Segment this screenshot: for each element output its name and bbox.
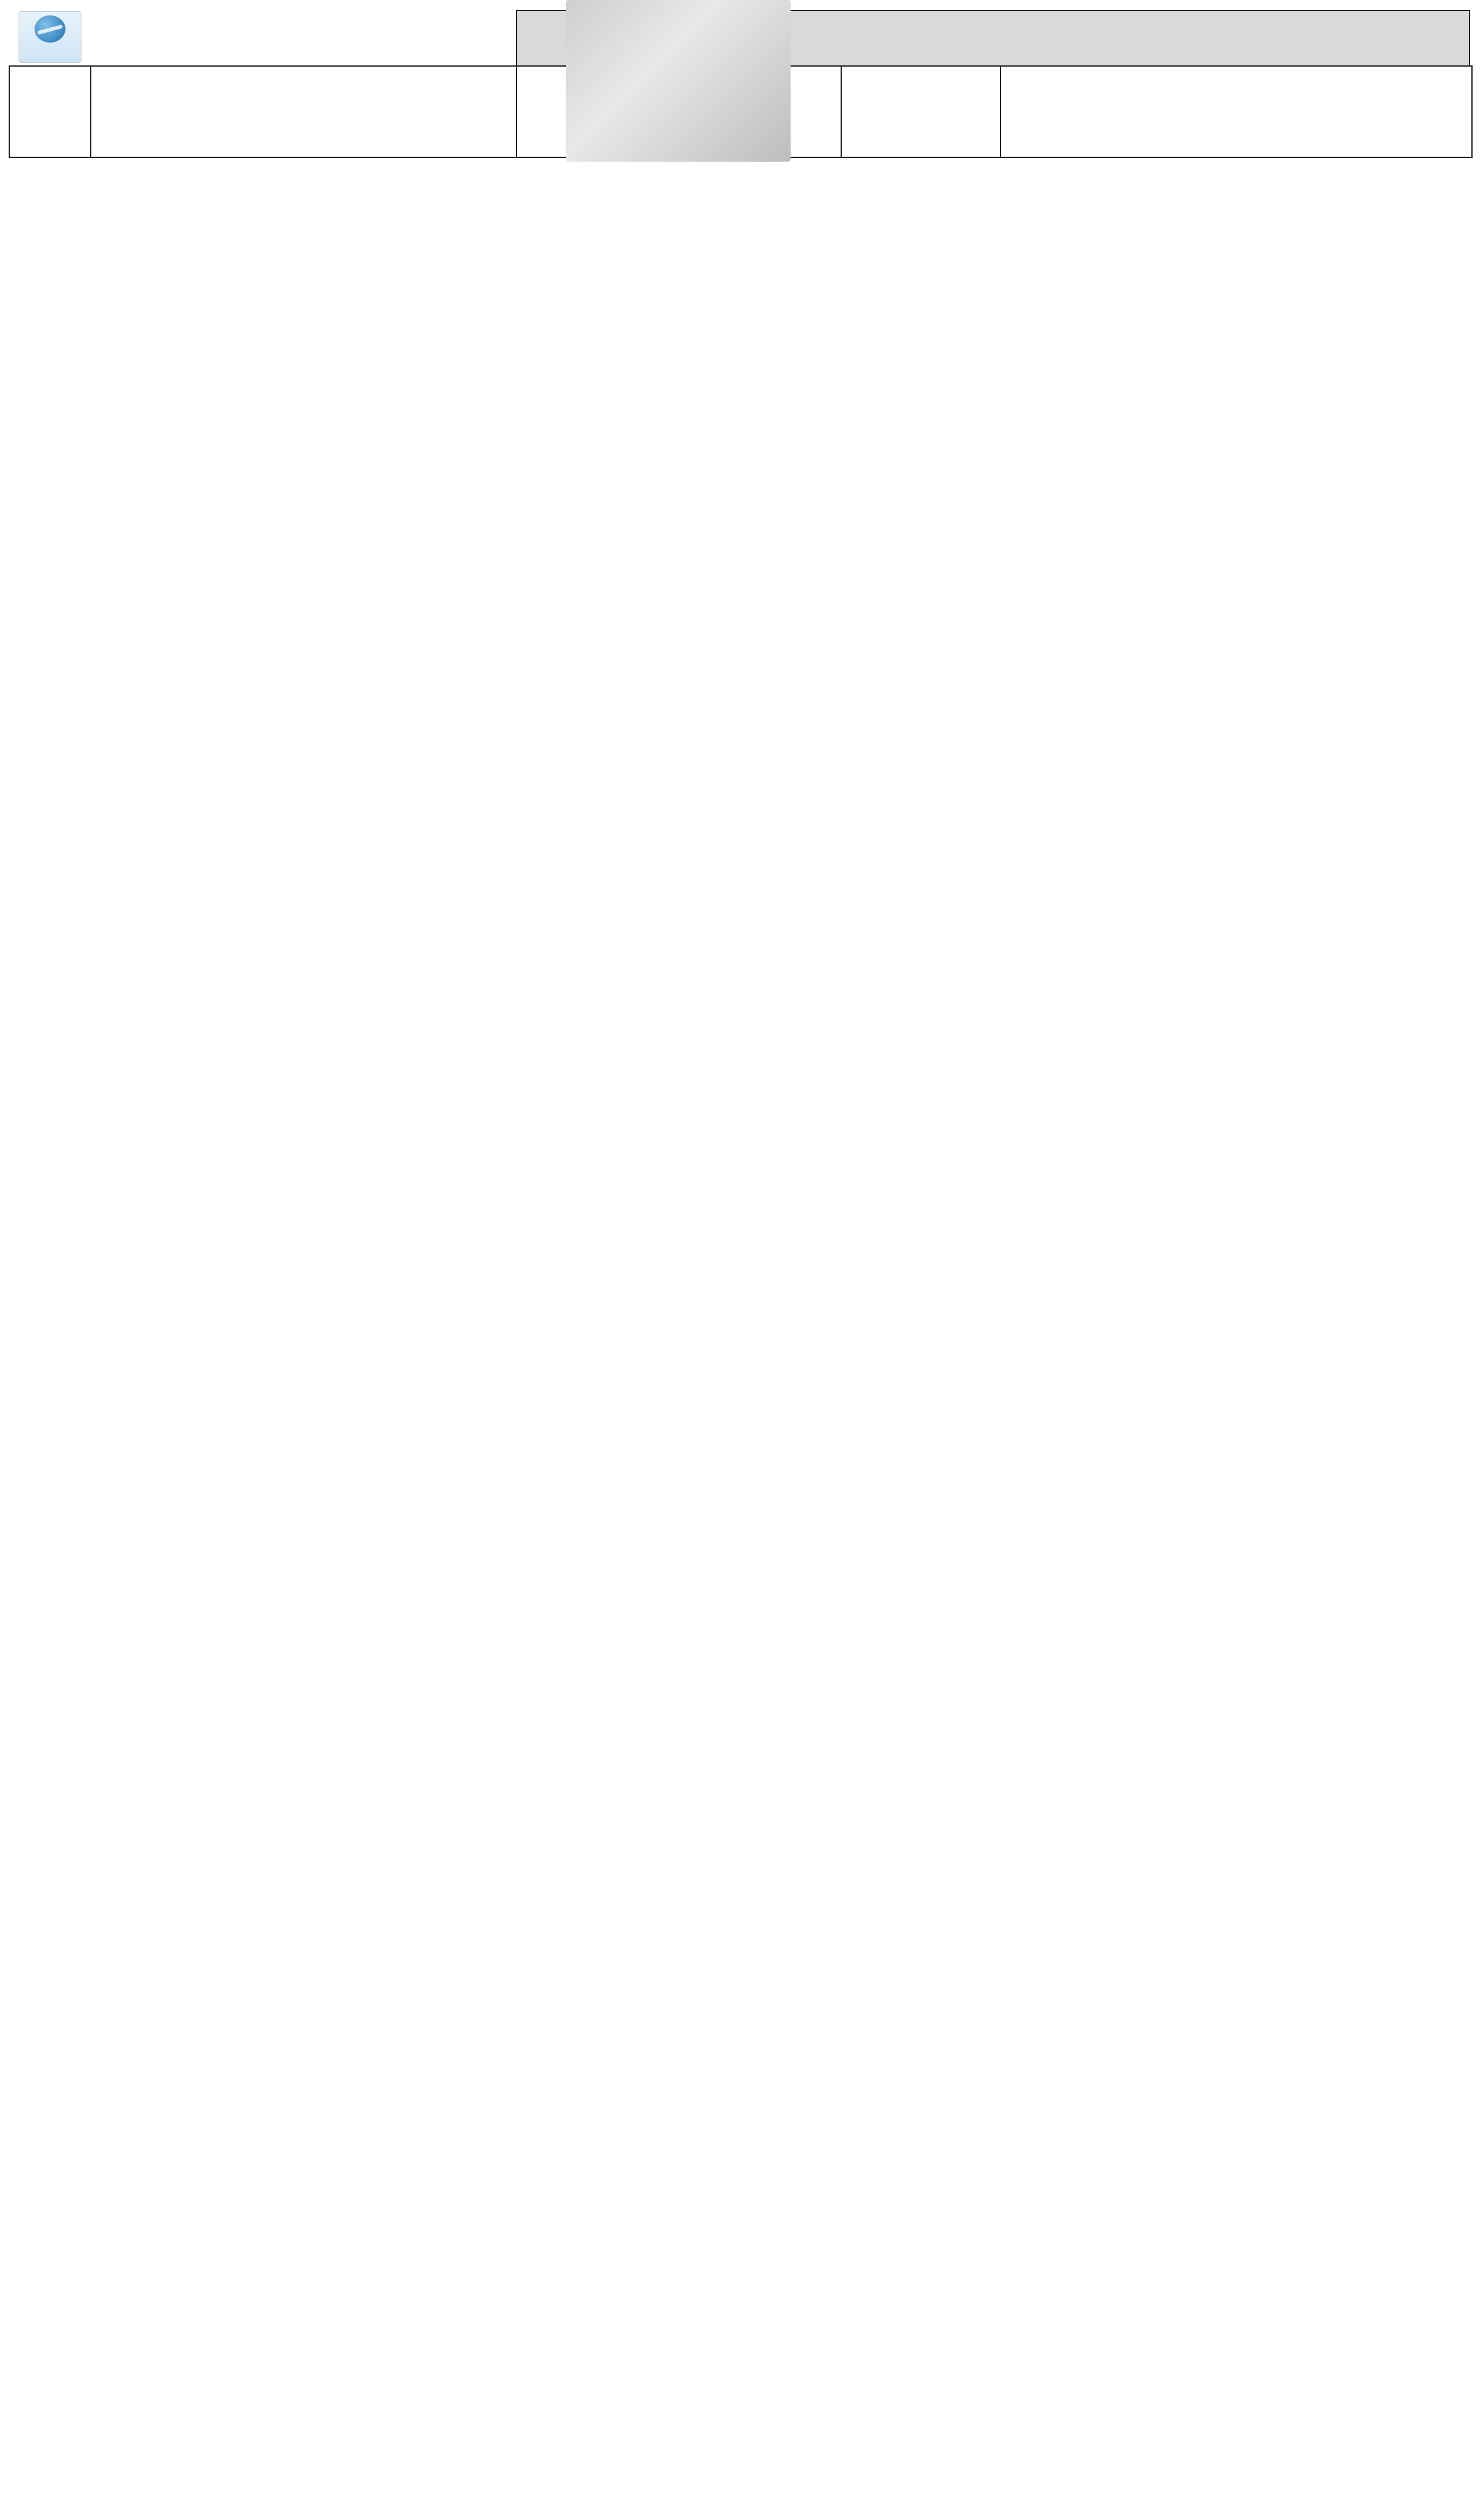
driver-image-cell — [516, 0, 841, 162]
col-header-remarks — [1000, 66, 1472, 157]
globe-logo-icon — [35, 15, 65, 43]
col-header-no — [9, 66, 91, 157]
led-driver-photo — [566, 0, 791, 162]
company-logo — [19, 11, 81, 63]
col-header-unit — [841, 66, 1000, 157]
col-header-items — [91, 66, 517, 157]
